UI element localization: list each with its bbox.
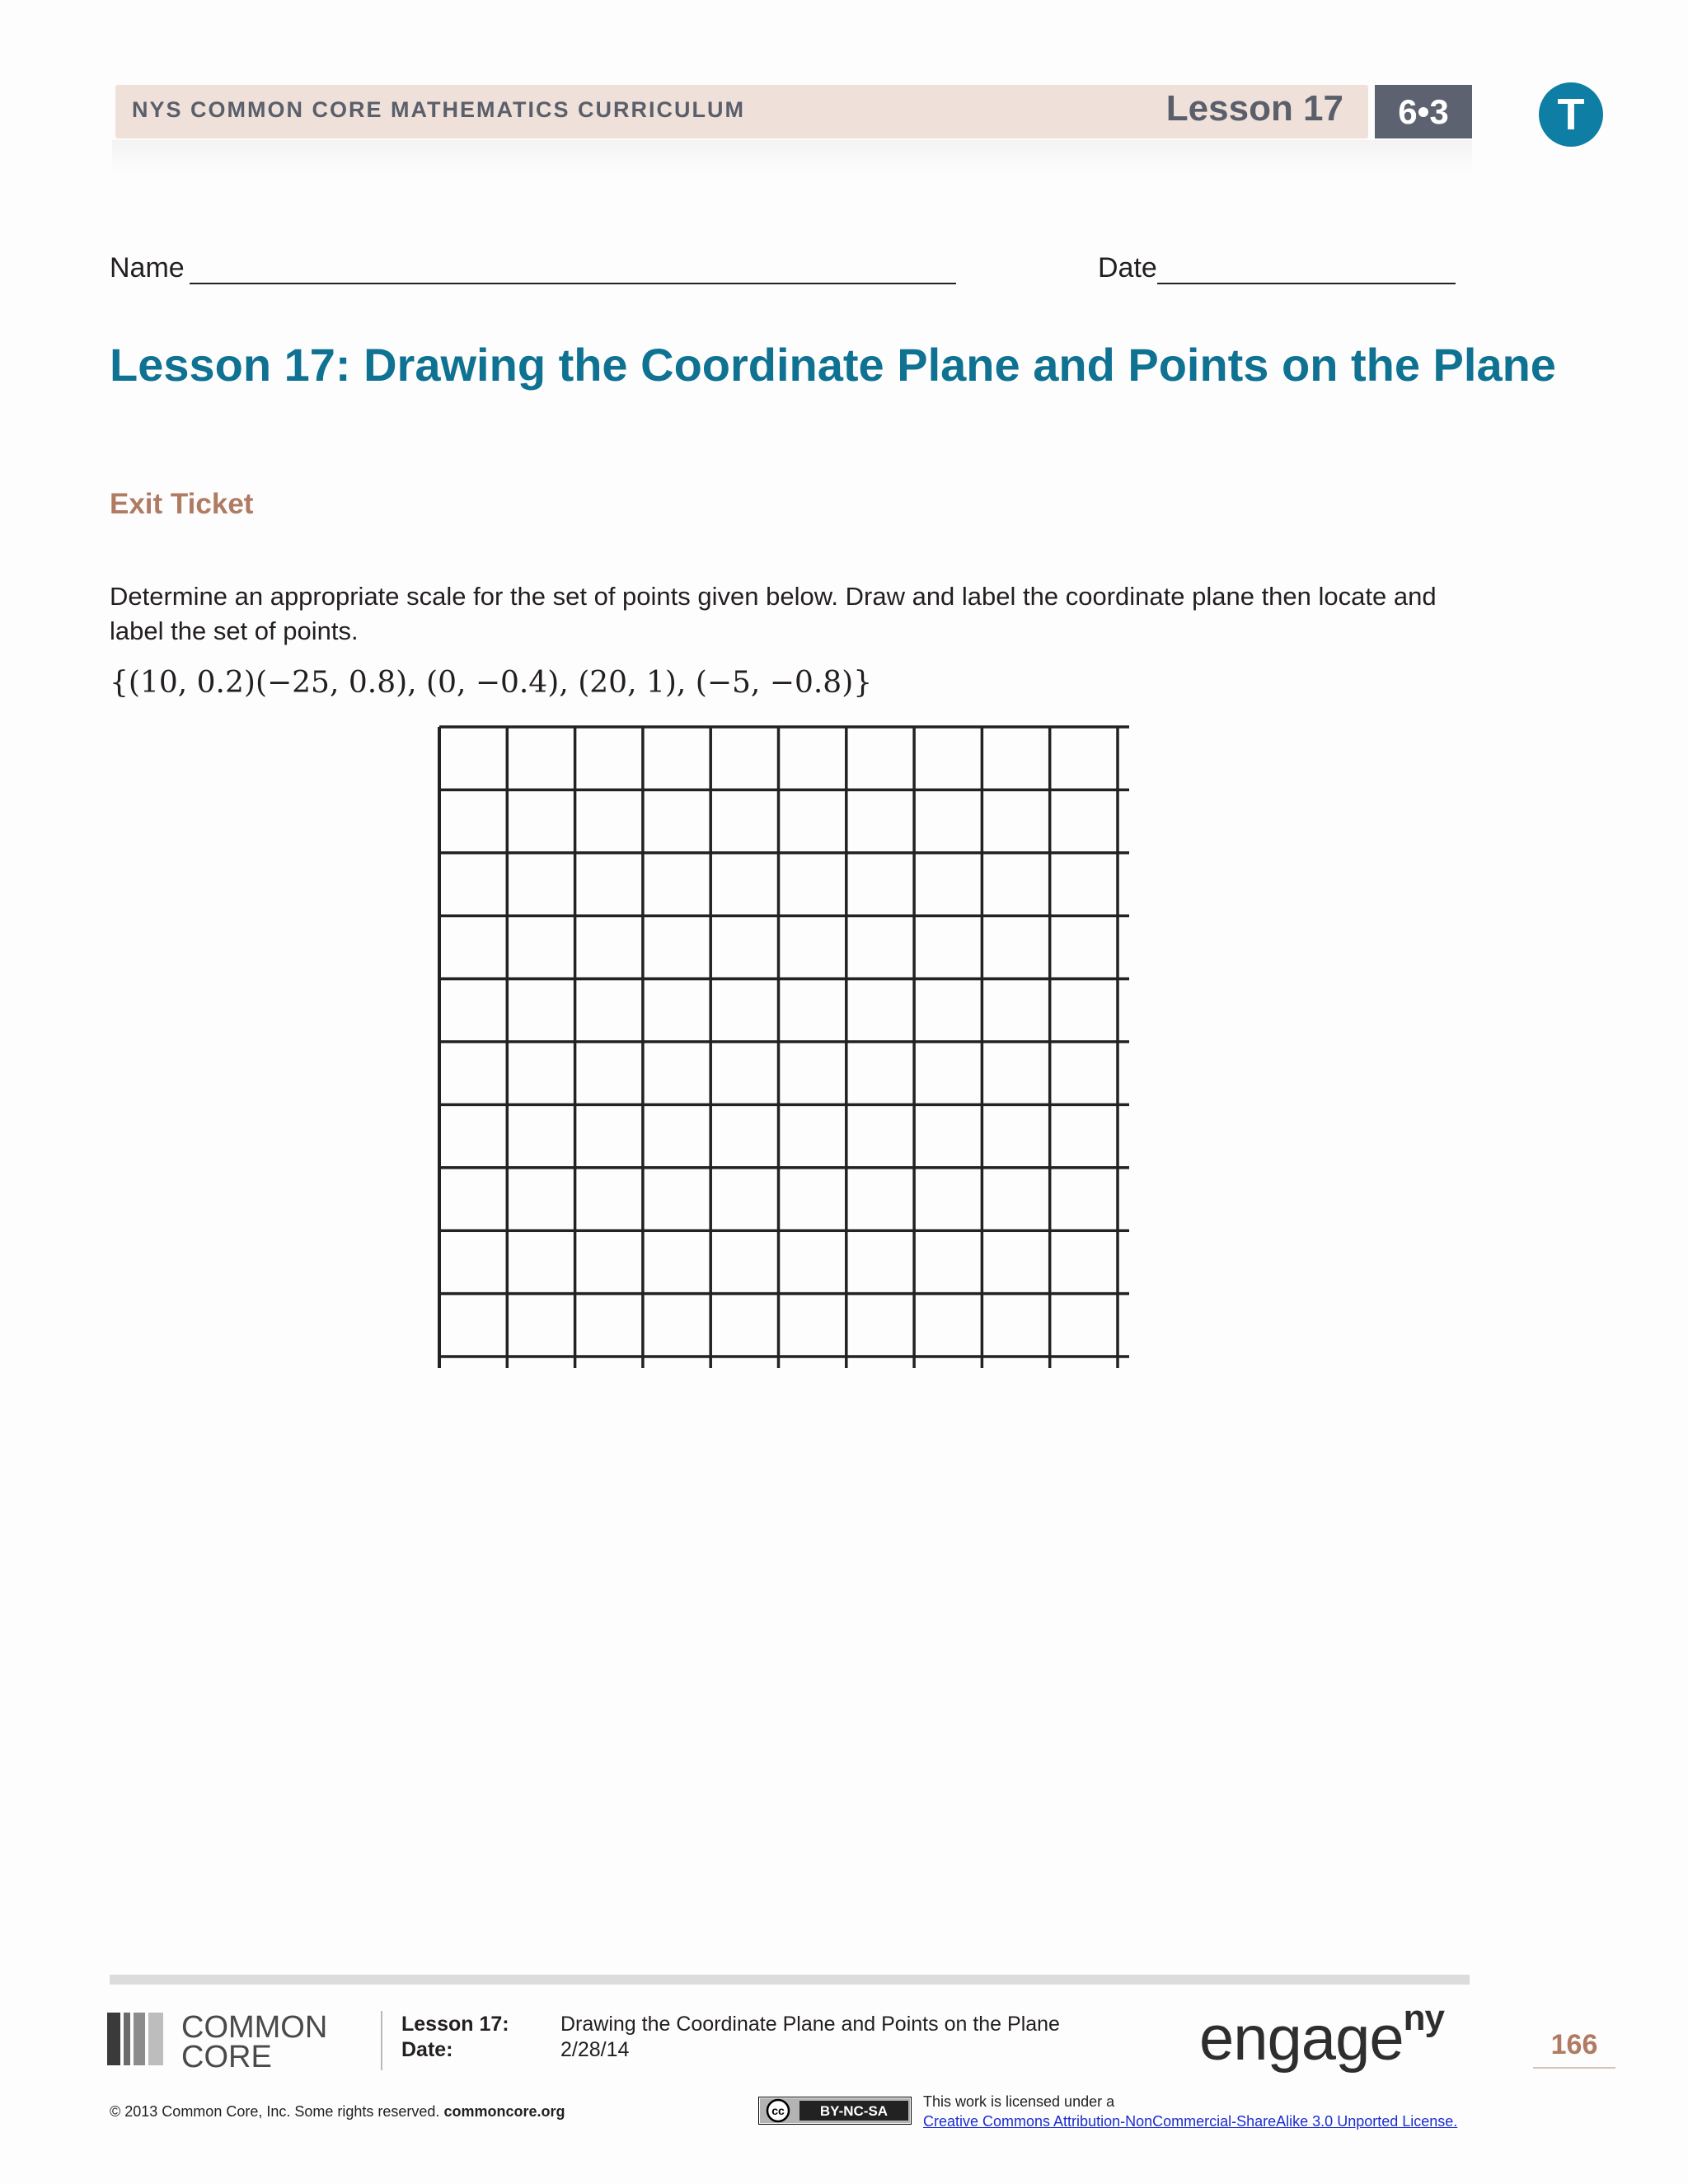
page-number-underline xyxy=(1533,2067,1615,2069)
name-field[interactable] xyxy=(190,283,956,284)
svg-text:cc: cc xyxy=(771,2104,785,2117)
teacher-badge-icon: T xyxy=(1539,82,1603,147)
date-field[interactable] xyxy=(1157,283,1456,284)
name-label: Name xyxy=(110,252,185,284)
problem-prompt: Determine an appropriate scale for the set of points given below. Draw and label the coordinate plane then locate and label the set of points. xyxy=(110,582,1437,645)
engage-text: engage xyxy=(1199,2004,1404,2074)
lesson-title: Lesson 17: Drawing the Coordinate Plane and Points on the Plane xyxy=(110,339,1556,391)
points-set: {(10, 0.2)(−25, 0.8), (0, −0.4), (20, 1), (−5, −0.8)} xyxy=(110,666,873,700)
badge-text: BY-NC-SA xyxy=(819,2103,889,2119)
engageny-logo xyxy=(1199,1997,1444,2074)
license-intro: This work is licensed under a xyxy=(923,2093,1115,2110)
license-link[interactable]: Creative Commons Attribution-NonCommercial-ShareAlike 3.0 Unported License. xyxy=(923,2113,1458,2130)
page-number: 166 xyxy=(1550,2029,1598,2060)
logo-text-common: COMMON xyxy=(181,2010,328,2045)
header-shadow xyxy=(112,140,1472,173)
engage-ny-text: ny xyxy=(1403,1997,1444,2038)
footer-lesson-label: Lesson 17: xyxy=(401,2013,509,2036)
footer-rule xyxy=(110,1975,1470,1985)
common-core-logo xyxy=(107,2008,359,2072)
date-label: Date xyxy=(1098,252,1157,284)
header-lesson-label: Lesson 17 xyxy=(1165,88,1343,129)
footer-lesson-value: Drawing the Coordinate Plane and Points on the Plane xyxy=(560,2013,1060,2036)
cc-license-badge[interactable] xyxy=(758,2097,912,2125)
copyright-notice xyxy=(110,2103,565,2121)
curriculum-title: NYS COMMON CORE MATHEMATICS CURRICULUM xyxy=(132,97,745,122)
footer-date-value: 2/28/14 xyxy=(560,2038,630,2061)
copyright-text: © 2013 Common Core, Inc. Some rights reserved. xyxy=(110,2103,440,2120)
footer-date-label: Date: xyxy=(401,2038,453,2061)
section-heading: Exit Ticket xyxy=(110,488,254,520)
footer-divider xyxy=(381,2011,382,2070)
module-badge: 6•3 xyxy=(1375,85,1472,138)
copyright-site: commoncore.org xyxy=(443,2103,565,2120)
coordinate-grid[interactable] xyxy=(437,725,1137,1376)
logo-text-core: CORE xyxy=(181,2040,272,2072)
